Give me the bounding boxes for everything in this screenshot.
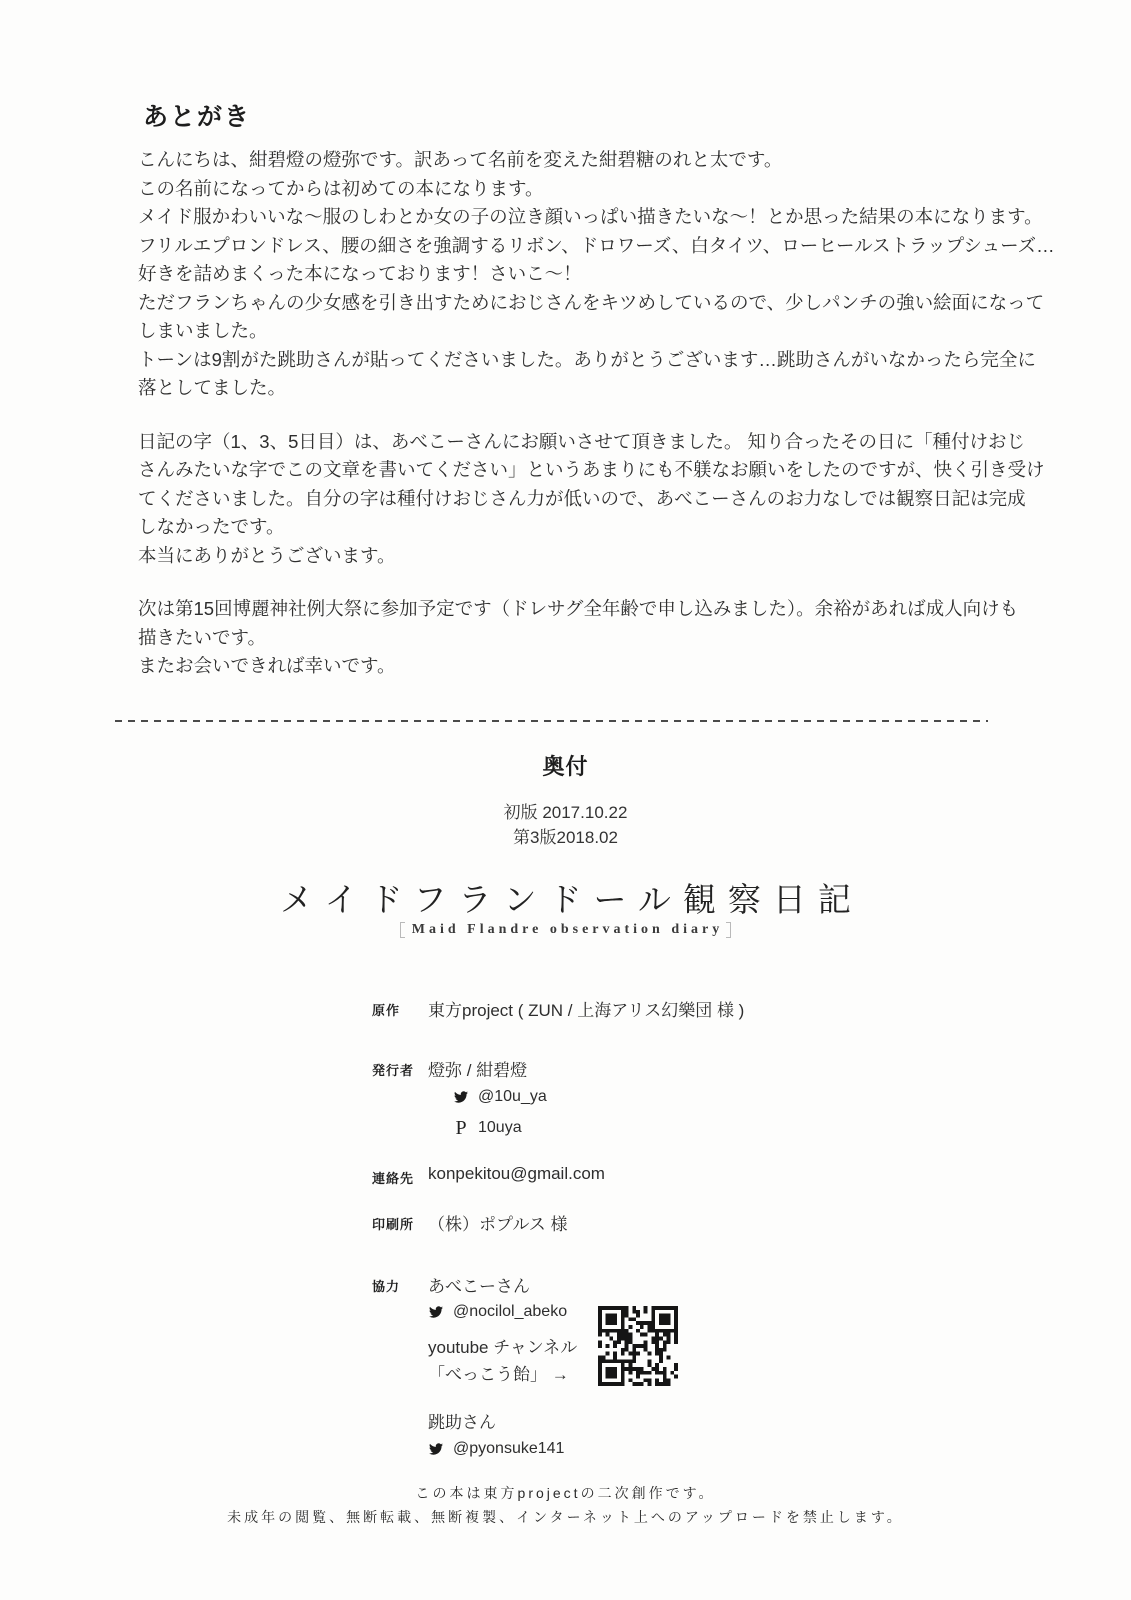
- printer-value: （株）ポプルス 様: [428, 1215, 568, 1234]
- credit-row-contact: [372, 1164, 605, 1187]
- credit-row-publisher: [372, 1056, 527, 1081]
- book-subtitle: [0, 922, 1131, 943]
- footer-line-1: この本は東方projectの二次創作です。: [415, 1485, 716, 1501]
- afterword-paragraph: 次は第15回博麗神社例大祭に参加予定です（ドレサグ全年齢で申し込みました）。余裕があれば成人向けも 描きたいです。 またお会いできれば幸いです。: [138, 598, 1019, 676]
- edition-third: 第3版2018.02: [513, 828, 618, 847]
- cooperation2-twitter-handle: @pyonsuke141: [453, 1440, 565, 1457]
- qr-code: [598, 1306, 678, 1386]
- twitter-icon: [453, 1090, 469, 1104]
- twitter-icon: [428, 1305, 444, 1319]
- cooperation2-value: 跳助さん: [428, 1413, 496, 1432]
- pixiv-icon: P: [455, 1117, 467, 1139]
- book-subtitle-text: Maid Flandre observation diary: [411, 922, 724, 937]
- printer-label: 印刷所: [372, 1217, 415, 1232]
- subtitle-bracket-right-icon: [726, 922, 731, 938]
- afterword-paragraph: 日記の字（1、3、5日目）は、あべこーさんにお願いさせて頂きました。 知り合ったその日に「種付けおじ さんみたいな字でこの文章を書いてください」というあまりにも不躾なお願いをしたのですが、快く引き受け てくださいました。自分の字は種付けおじさん力が低いので、あべこーさんのお力なしでは観察日記は完成 しなかったです。 本当にありがとうございます。: [138, 430, 1045, 566]
- cooperation-value: あべこーさん: [428, 1277, 530, 1296]
- youtube-channel-note: [428, 1334, 577, 1388]
- colophon-heading: 奥付: [542, 754, 589, 779]
- credit-row-printer: [372, 1210, 568, 1235]
- book-title: メイドフランドール観察日記: [280, 883, 863, 919]
- edition-first: 初版 2017.10.22: [503, 803, 628, 822]
- subtitle-bracket-left-icon: [400, 922, 405, 938]
- publisher-pixiv-id: 10uya: [478, 1119, 522, 1136]
- afterword-body: [138, 146, 1055, 681]
- cooperation2-twitter-row: [428, 1440, 564, 1458]
- dashed-divider: [115, 720, 988, 722]
- original-value: 東方project ( ZUN / 上海アリス幻樂団 様 ): [428, 1001, 745, 1020]
- publisher-value: 燈弥 / 紺碧燈: [428, 1061, 528, 1080]
- contact-value: konpekitou@gmail.com: [428, 1164, 605, 1183]
- cooperation-twitter-handle: @nocilol_abeko: [453, 1303, 568, 1320]
- publisher-label: 発行者: [372, 1063, 415, 1078]
- publisher-twitter-handle: @10u_ya: [478, 1088, 547, 1105]
- afterword-paragraph: こんにちは、紺碧燈の燈弥です。訳あって名前を変えた紺碧糖のれと太です。 この名前になってからは初めての本になります。 メイド服かわいいな〜服のしわとか女の子の泣き顔いっぱい描きたいな〜！とか思った結果の本になります。 フリルエプロンドレス、腰の細さを強調するリボン、ドロワーズ、白タイツ、ローヒールストラップシューズ… 好きを詰めまくった本になっております！さいこ〜！ ただフランちゃんの少女感を引き出すためにおじさんをキツめしているので、少しパンチの強い絵面になって しまいました。 トーンは9割がた跳助さんが貼ってくださいました。ありがとうございます…跳助さんがいなかったら完全に 落としてました。: [138, 149, 1055, 398]
- publisher-pixiv-row: [453, 1118, 522, 1138]
- youtube-channel-line1: youtube チャンネル: [428, 1338, 578, 1357]
- original-label: 原作: [372, 1003, 401, 1018]
- credit-row-original: [372, 996, 744, 1021]
- publisher-twitter-row: [453, 1088, 547, 1106]
- twitter-icon: [428, 1442, 444, 1456]
- cooperation-label: 協力: [372, 1279, 401, 1294]
- cooperation-twitter-row: [428, 1303, 567, 1321]
- afterword-title: あとがき: [143, 102, 252, 131]
- youtube-channel-line2: 「べっこう飴」 →: [428, 1365, 569, 1384]
- footer-line-2: 未成年の閲覧、無断転載、無断複製、インターネット上へのアップロードを禁止します。: [227, 1509, 904, 1525]
- contact-label: 連絡先: [372, 1171, 415, 1186]
- credit-row-cooperation: [372, 1272, 530, 1297]
